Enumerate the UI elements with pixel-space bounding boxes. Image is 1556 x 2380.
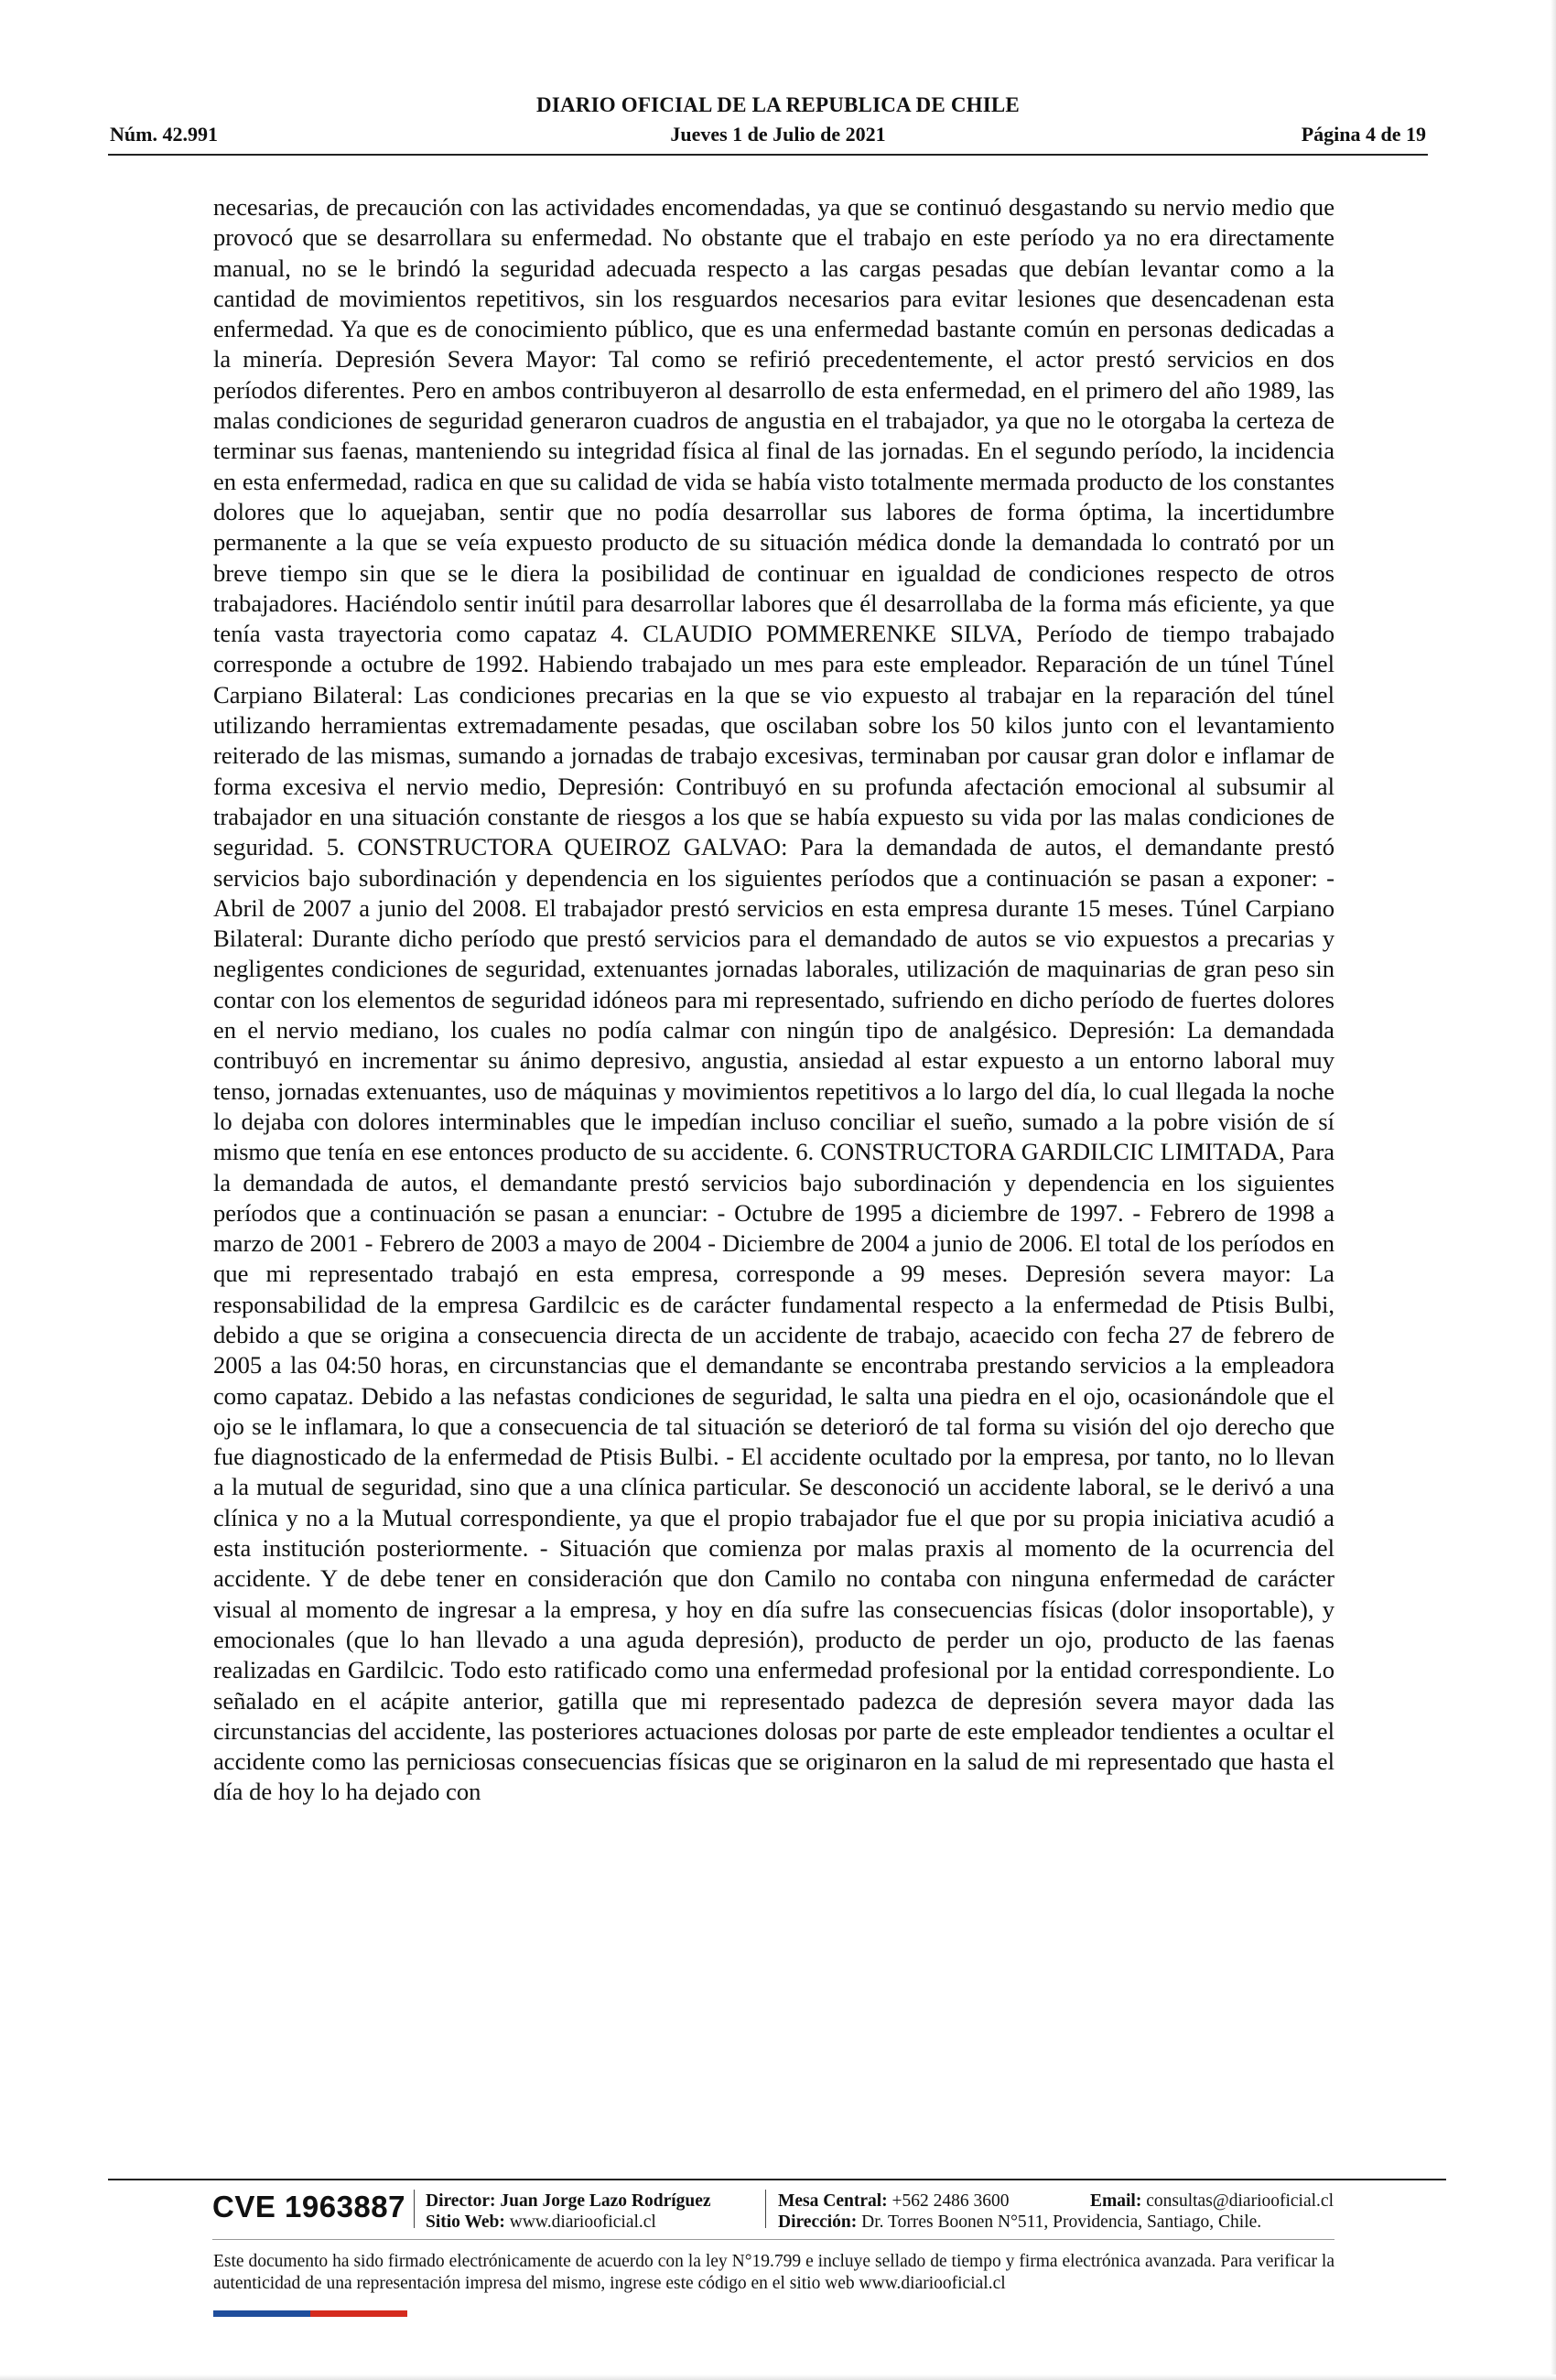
page-indicator: Página 4 de 19 (1301, 123, 1426, 146)
issue-date: Jueves 1 de Julio de 2021 (670, 123, 886, 146)
email-label: Email: (1090, 2191, 1142, 2211)
email-link[interactable]: consultas@diariooficial.cl (1146, 2191, 1334, 2211)
director-label: Director: (426, 2191, 496, 2211)
legal-notice: Este documento ha sido firmado electrónicamente de acuerdo con la ley N°19.799 e incluye sellado de tiempo y firma electrónica avanzada. Para verificar la autenticidad de una representación impresa del mismo, ingrese este código en el sitio web www.diariooficial.cl (213, 2252, 1334, 2293)
director-name: Juan Jorge Lazo Rodríguez (500, 2191, 711, 2211)
footer-separator (414, 2190, 415, 2228)
issue-number: Núm. 42.991 (110, 123, 218, 146)
header-divider (108, 154, 1428, 156)
address-label: Dirección: (778, 2212, 858, 2232)
site-label: Sitio Web: (426, 2212, 505, 2232)
document-body-text: necesarias, de precaución con las actividades encomendadas, ya que se continuó desgastando su nervio medio que provocó que se desarrollara su enfermedad. No obstante que el trabajo en este período ya no era directamente manual, no se le brindó la seguridad adecuada respecto a las cargas pesadas que debían levantar como a la cantidad de movimientos repetitivos, sin los resguardos necesarios para evitar lesiones que desencadenan esta enfermedad. Ya que es de conocimiento público, que es una enfermedad bastante común en personas dedicadas a la minería. Depresión Severa Mayor: Tal como se refirió precedentemente, el actor prestó servicios en dos períodos diferentes. Pero en ambos contribuyeron al desarrollo de esta enfermedad, en el primero del año 1989, las malas condiciones de seguridad generaron cuadros de angustia en el trabajador, ya que no le otorgaba la certeza de terminar sus faenas, manteniendo su integridad física al final de las jornadas. En el segundo período, la incidencia en esta enfermedad, radica en que su calidad de vida se había visto totalmente mermada producto de los constantes dolores que lo aquejaban, sentir que no podía desarrollar sus labores de forma óptima, la incertidumbre permanente a la que se veía expuesto producto de su situación médica donde la demandada lo contrató por un breve tiempo sin que se le diera la posibilidad de continuar en igualdad de condiciones respecto de otros trabajadores. Haciéndolo sentir inútil para desarrollar labores que él desarrollaba de la forma más eficiente, ya que tenía vasta trayectoria como capataz 4. CLAUDIO POMMERENKE SILVA, Período de tiempo trabajado corresponde a octubre de 1992. Habiendo trabajado un mes para este empleador. Reparación de un túnel Túnel Carpiano Bilateral: Las condiciones precarias en la que se vio expuesto al trabajar en la reparación del túnel utilizando herramientas extremadamente pesadas, que oscilaban sobre los 50 kilos junto con el levantamiento reiterado de las mismas, sumando a jornadas de trabajo excesivas, terminaban por causar gran dolor e inflamar de forma excesiva el nervio medio, Depresión: Contribuyó en su profunda afectación emocional al subsumir al trabajador en una situación constante de riesgos a los que se había expuesto su vida por las malas condiciones de seguridad. 5. CONSTRUCTORA QUEIROZ GALVAO: Para la demandada de autos, el demandante prestó servicios bajo subordinación y dependencia en los siguientes períodos que a continuación se pasan a exponer: - Abril de 2007 a junio del 2008. El trabajador prestó servicios en esta empresa durante 15 meses. Túnel Carpiano Bilateral: Durante dicho período que prestó servicios para el demandado de autos se vio expuestos a precarias y negligentes condiciones de seguridad, extenuantes jornadas laborales, utilización de maquinarias de gran peso sin contar con los elementos de seguridad idóneos para mi representado, sufriendo en dicho período de fuertes dolores en el nervio mediano, los cuales no podía calmar con ningún tipo de analgésico. Depresión: La demandada contribuyó en incrementar su ánimo depresivo, angustia, ansiedad al estar expuesto a un entorno laboral muy tenso, jornadas extenuantes, uso de máquinas y movimientos repetitivos a lo largo del día, lo cual llegada la noche lo dejaba con dolores interminables que le impedían incluso conciliar el sueño, sumado a la pobre visión de sí mismo que tenía en ese entonces producto de su accidente. 6. CONSTRUCTORA GARDILCIC LIMITADA, Para la demandada de autos, el demandante prestó servicios bajo subordinación y dependencia en los siguientes períodos que a continuación se pasan a enunciar: - Octubre de 1995 a diciembre de 1997. - Febrero de 1998 a marzo de 2001 - Febrero de 2003 a mayo de 2004 - Diciembre de 2004 a junio de 2006. El total de los períodos en que mi representado trabajó en esta empresa, corresponde a 99 meses. Depresión severa mayor: La responsabilidad de la empresa Gardilcic es de carácter fundamental respecto a la enfermedad de Ptisis Bulbi, debido a que se origina a consecuencia directa de un accidente de trabajo, acaecido con fecha 27 de febrero de 2005 a las 04:50 horas, en circunstancias que el demandante se encontraba prestando servicios a la empleadora como capataz. Debido a las nefastas condiciones de seguridad, le salta una piedra en el ojo, ocasionándole que el ojo se le inflamara, lo que a consecuencia de tal situación se deterioró de tal forma su visión del ojo derecho que fue diagnosticado de la enfermedad de Ptisis Bulbi. - El accidente ocultado por la empresa, por tanto, no lo llevan a la mutual de seguridad, sino que a una clínica particular. Se desconoció un accidente laboral, se le derivó a una clínica y no a la Mutual correspondiente, ya que el propio trabajador fue el que por su propia iniciativa acudió a esta institución posteriormente. - Situación que comienza por malas praxis al momento de la ocurrencia del accidente. Y de debe tener en consideración que don Camilo no contaba con ninguna enfermedad de carácter visual al momento de ingresar a la empresa, y hoy en día sufre las consecuencias físicas (dolor insoportable), y emocionales (que lo han llevado a una aguda depresión), producto de perder un ojo, producto de las faenas realizadas en Gardilcic. Todo esto ratificado como una enfermedad profesional por la entidad correspondiente. Lo señalado en el acápite anterior, gatilla que mi representado padezca de depresión severa mayor dada las circunstancias del accidente, las posteriores actuaciones dolosas por parte de este empleador tendientes a ocultar el accidente como las perniciosas consecuencias físicas que se originaron en la salud de mi representado que hasta el día de hoy lo ha dejado con (213, 193, 1334, 1806)
footer-divider (108, 2179, 1446, 2180)
director-info (426, 2191, 711, 2233)
page-edge-shadow-right (1551, 0, 1556, 2380)
phone-value: +562 2486 3600 (891, 2191, 1010, 2211)
cve-code: CVE 1963887 (212, 2190, 405, 2223)
site-link[interactable]: www.diariooficial.cl (509, 2212, 656, 2232)
email-info (1090, 2191, 1334, 2212)
flag-stripe-red (310, 2310, 407, 2317)
flag-stripe-blue (213, 2310, 310, 2317)
cve-code-box (212, 2186, 406, 2228)
page-edge-shadow-bottom (0, 2375, 1556, 2380)
footer-separator (765, 2190, 766, 2228)
address-value: Dr. Torres Boonen N°511, Providencia, Santiago, Chile. (861, 2212, 1262, 2232)
footer-divider-secondary (212, 2239, 1334, 2240)
publication-title: DIARIO OFICIAL DE LA REPUBLICA DE CHILE (536, 93, 1020, 116)
phone-label: Mesa Central: (778, 2191, 888, 2211)
